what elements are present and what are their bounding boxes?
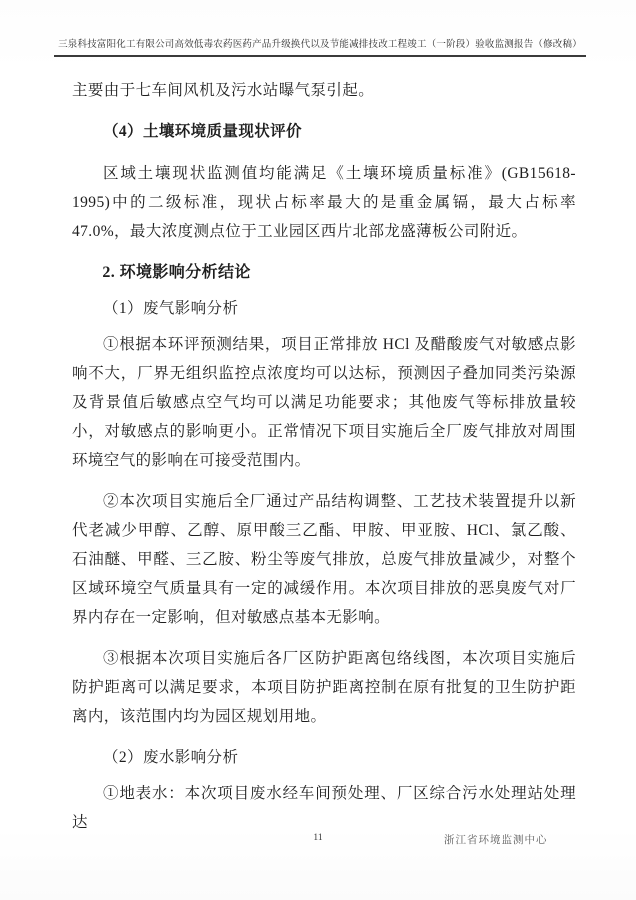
paragraph-gas-2: ②本次项目实施后全厂通过产品结构调整、工艺技术装置提升以新代老减少甲醇、乙醇、原甲酸三乙酯、甲胺、甲亚胺、HCl、氯乙酸、石油醚、甲醛、三乙胺、粉尘等废气排放，总废气排放量减少，对整个区域环境空气质量具有一定的减缓作用。本次项目排放的恶臭废气对厂界内存在一定影响，但对敏感点基本无影响。 xyxy=(72,493,576,626)
paragraph-gas-3: ③根据本次项目实施后各厂区防护距离包络线图，本次项目实施后防护距离可以满足要求，本项目防护距离控制在原有批复的卫生防护距离内，该范围内均为园区规划用地。 xyxy=(72,650,576,725)
paragraph-gas-1: ①根据本环评预测结果，项目正常排放 HCl 及醋酸废气对敏感点影响不大，厂界无组织监控点浓度均可以达标，预测因子叠加同类污染源及背景值后敏感点空气均可以满足功能要求；其他废气等标排放量较小，对敏感点的影响更小。正常情况下项目实施后全厂废气排放对周围环境空气的影响在可接受范围内。 xyxy=(72,336,576,469)
paragraph-soil: 区域土壤现状监测值均能满足《土壤环境质量标准》(GB15618-1995)中的二级标准，现状占标率最大的是重金属镉，最大占标率 47.0%，最大浓度测点位于工业园区西片北部龙盛薄板公司附近。 xyxy=(72,165,576,240)
subheading-waste-water: （2）废水影响分析 xyxy=(103,749,239,766)
document-body xyxy=(72,76,576,849)
section-heading-soil: （4）土壤环境质量现状评价 xyxy=(103,123,302,140)
page-number: 11 xyxy=(313,833,323,843)
running-header: 三泉科技富阳化工有限公司高效低毒农药医药产品升级换代以及节能减排技改工程竣工（一阶段）验收监测报告（修改稿） xyxy=(54,36,586,57)
footer-organization: 浙江省环境监测中心 xyxy=(444,835,548,846)
paragraph-continuation: 主要由于七车间风机及污水站曝气泵引起。 xyxy=(72,82,375,99)
paragraph-water-1: ①地表水：本次项目废水经车间预处理、厂区综合污水处理站处理达 xyxy=(72,785,576,831)
subheading-waste-gas: （1）废气影响分析 xyxy=(103,300,239,317)
section-heading-conclusion: 2. 环境影响分析结论 xyxy=(102,264,251,281)
